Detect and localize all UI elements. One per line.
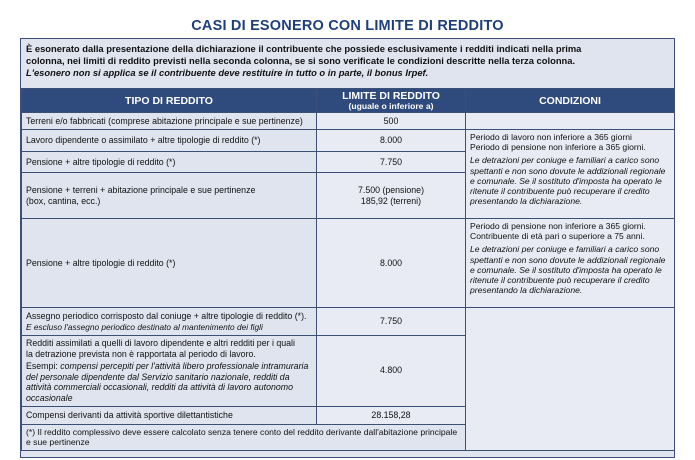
condition-pensione-line-2: Contribuente di età pari o superiore a 75 anni. xyxy=(470,231,645,242)
row-limit-line-1: 7.500 (pensione) xyxy=(357,184,425,195)
row-condition-empty xyxy=(466,308,675,451)
header-limite-reddito xyxy=(317,89,466,113)
page-title: CASI DI ESONERO CON LIMITE DI REDDITO xyxy=(191,18,504,34)
row-example xyxy=(26,361,312,403)
condition-lavoro-cell xyxy=(466,130,675,219)
row-example-label: Esempi: xyxy=(26,361,58,372)
row-type xyxy=(22,173,317,219)
row-limit: 4.800 xyxy=(317,336,466,407)
condition-lavoro-line-1: Periodo di lavoro non inferiore a 365 giorni xyxy=(470,132,632,142)
row-type-main: Assegno periodico corrisposto dal coniuge + altre tipologie di reddito (*). xyxy=(26,310,307,321)
row-limit-line-2: 185,92 (terreni) xyxy=(360,195,422,206)
row-limit: 8.000 xyxy=(317,130,466,152)
row-limit: 7.750 xyxy=(317,152,466,173)
condition-pensione-line-1: Periodo di pensione non inferiore a 365 giorni. xyxy=(470,221,646,231)
intro-text xyxy=(26,43,671,80)
exemption-table xyxy=(21,88,675,451)
intro-line-1: È esonerato dalla presentazione della dichiarazione il contribuente che possiede esclusivamente i redditi indicati nella prima xyxy=(26,43,582,54)
exemption-box xyxy=(20,38,675,458)
intro-line-3: L'esonero non si applica se il contribuente deve restituire in tutto o in parte, il bonus Irpef. xyxy=(26,67,429,79)
row-limit: 28.158,28 xyxy=(317,406,466,424)
table-header-row xyxy=(22,89,675,113)
header-condizioni: CONDIZIONI xyxy=(466,89,675,113)
condition-pensione-note: Le detrazioni per coniuge e familiari a carico sono spettanti e non sono dovute le addizionali regionale e comunale. Se il sostituto d'imposta ha operato le ritenute il contribuente può recuperare il credito presentando la dichiarazione. xyxy=(470,244,666,296)
row-example-text: compensi percepiti per l'attività libero professionale intramuraria del personale dipendente dal Servizio sanitario nazionale, redditi da attività commerciali occasionali, redditi da attività di lavoro autonomo occasionale xyxy=(26,361,309,403)
row-type: Compensi derivanti da attività sportive dilettantistiche xyxy=(22,406,317,424)
row-type: Pensione + altre tipologie di reddito (*) xyxy=(22,152,317,173)
row-type-line-1: Redditi assimilati a quelli di lavoro dipendente e altri redditi per i quali xyxy=(26,338,295,348)
row-type-line-2: (box, cantina, ecc.) xyxy=(26,195,101,206)
table-row xyxy=(22,308,675,336)
condition-lavoro-line-2: Periodo di pensione non inferiore a 365 giorni. xyxy=(470,142,646,153)
footnote: (*) Il reddito complessivo deve essere calcolato senza tenere conto del reddito derivante dall'abitazione principale e sue pertinenze xyxy=(22,424,466,450)
row-limit xyxy=(317,173,466,219)
row-type-note: E escluso l'assegno periodico destinato al mantenimento dei figli xyxy=(26,321,263,332)
row-type: Terreni e/o fabbricati (comprese abitazione principale e sue pertinenze) xyxy=(22,113,317,130)
table-row xyxy=(22,219,675,308)
row-type xyxy=(22,308,317,336)
row-condition-empty xyxy=(466,113,675,130)
row-type xyxy=(22,336,317,407)
row-type-line-1: Pensione + terreni + abitazione principale e sue pertinenze xyxy=(26,184,256,195)
row-type: Lavoro dipendente o assimilato + altre tipologie di reddito (*) xyxy=(22,130,317,152)
table-row xyxy=(22,113,675,130)
condition-lavoro-note: Le detrazioni per coniuge e familiari a carico sono spettanti e non sono dovute le addizionali regionale e comunale. Se il sostituto d'imposta ha operato le ritenute il contribuente può recuperare il credito presentando la dichiarazione. xyxy=(470,155,666,207)
row-limit: 500 xyxy=(317,113,466,130)
condition-pensione-cell xyxy=(466,219,675,308)
row-type-line-2: la detrazione prevista non è rapportata al periodo di lavoro. xyxy=(26,348,256,359)
intro-line-2: colonna, nei limiti di reddito previsti nella seconda colonna, se si sono verificate le condizioni descritte nella terza colonna. xyxy=(26,55,576,67)
row-limit: 7.750 xyxy=(317,308,466,336)
row-type: Pensione + altre tipologie di reddito (*) xyxy=(22,219,317,308)
header-limite-main: LIMITE DI REDDITO xyxy=(342,89,440,102)
table-row xyxy=(22,130,675,152)
header-tipo-reddito: TIPO DI REDDITO xyxy=(22,89,317,113)
header-limite-sub: (uguale o inferiore a) xyxy=(348,100,434,111)
row-limit: 8.000 xyxy=(317,219,466,308)
